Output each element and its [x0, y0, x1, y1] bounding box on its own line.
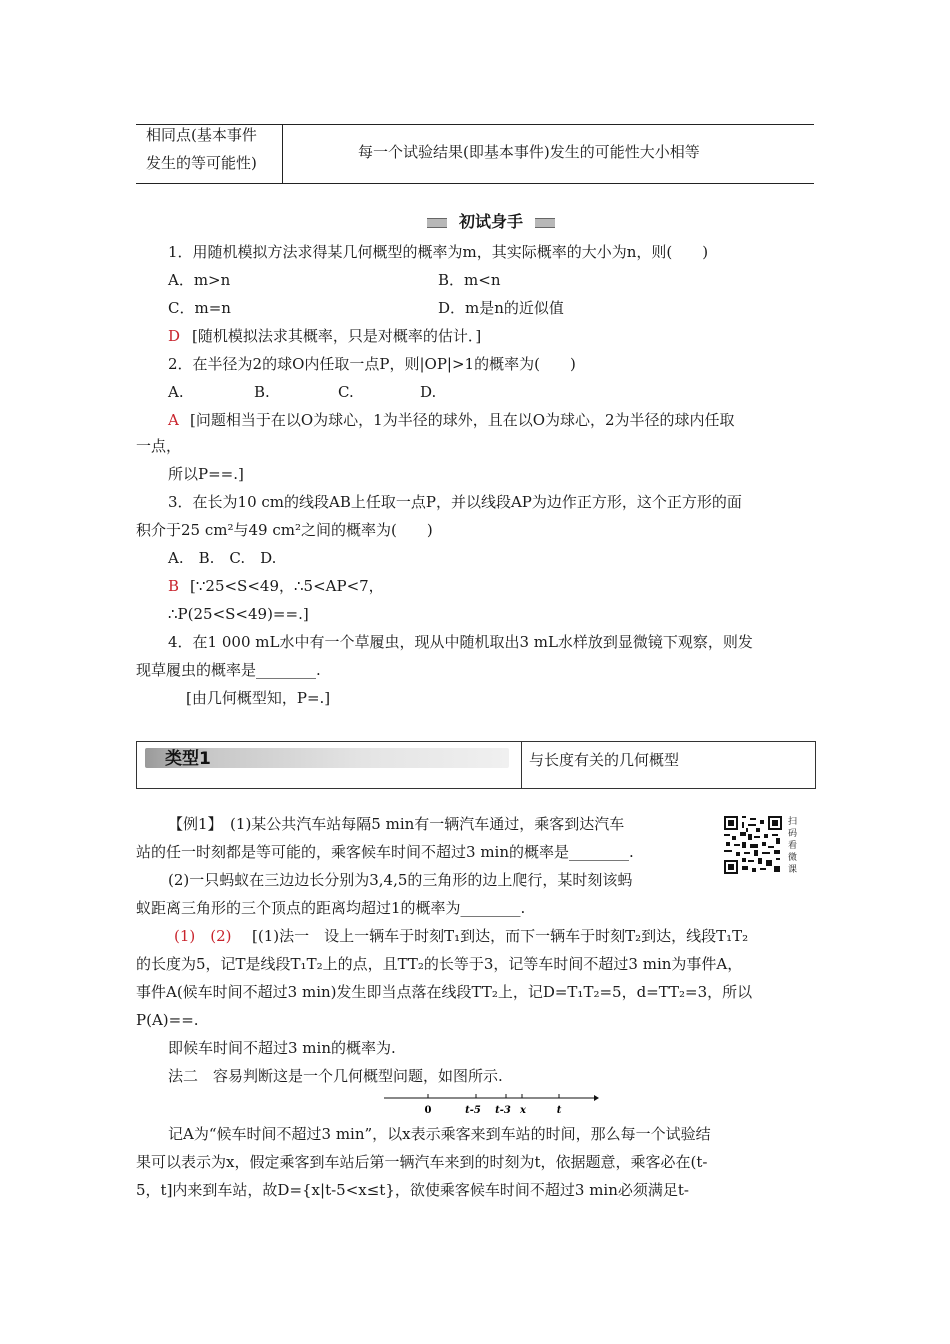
q2-explain-3: 所以P==.]: [168, 465, 244, 483]
solution-line-5: 即候车时间不超过3 min的概率为.: [168, 1039, 396, 1057]
type-box-title: 与长度有关的几何概型: [529, 751, 680, 769]
number-line-figure: [384, 1090, 599, 1120]
example-line-1: 【例1】 (1)某公共汽车站每隔5 min有一辆汽车通过，乘客到达汽车: [168, 815, 625, 833]
q3-stem-2: 积介于25 cm²与49 cm²之间的概率为( ): [136, 521, 433, 539]
q4-stem-2: 现草履虫的概率是________.: [136, 661, 321, 679]
solution-line-9: 5，t]内来到车站，故D={x|t-5<x≤t}，欲使乘客候车时间不超过3 min必须满足t-: [136, 1181, 689, 1199]
q1-option-c: C．m=n: [168, 299, 231, 317]
q3-options: A. B. C. D.: [168, 549, 277, 567]
q1-explain: [随机模拟法求其概率，只是对概率的估计．]: [192, 327, 482, 345]
q4-explain: [由几何概型知，P=.]: [186, 689, 331, 707]
q3-stem-1: 3．在长为10 cm的线段AB上任取一点P，并以线段AP为边作正方形，这个正方形的面: [168, 493, 742, 511]
number-line-label-t3: t-3: [495, 1105, 511, 1116]
number-line-label-0: 0: [424, 1105, 432, 1116]
comparison-table: [136, 124, 814, 184]
qr-code-icon[interactable]: [724, 816, 782, 874]
example-line-2: 站的任一时刻都是等可能的，乘客候车时间不超过3 min的概率是________.: [136, 843, 634, 861]
solution-line-6: 法二 容易判断这是一个几何概型问题，如图所示.: [168, 1067, 503, 1085]
q1-stem: 1．用随机模拟方法求得某几何概型的概率为m，其实际概率的大小为n，则( ): [168, 243, 709, 261]
q2-answer: A: [168, 411, 179, 429]
q2-stem: 2．在半径为2的球O内任取一点P，则|OP|>1的概率为( ): [168, 355, 576, 373]
table-right-cell: 每一个试验结果(即基本事件)发生的可能性大小相等: [358, 143, 700, 161]
solution-line-4: P(A)==.: [136, 1011, 199, 1029]
q3-explain-1: [∵25<S<49，∴5<AP<7，: [190, 577, 384, 595]
q1-answer: D: [168, 327, 181, 345]
number-line-label-t5: t-5: [465, 1105, 481, 1116]
type-box: [136, 741, 816, 789]
q2-explain-2: 一点，: [136, 437, 182, 455]
q3-explain-2: ∴P(25<S<49)==.]: [168, 605, 309, 623]
q4-stem-1: 4．在1 000 mL水中有一个草履虫，现从中随机取出3 mL水样放到显微镜下观察，则发: [168, 633, 753, 651]
type-box-divider: [521, 742, 522, 788]
type-tag: [145, 748, 509, 768]
section-banner: [427, 210, 555, 234]
q2-option-b: B.: [254, 383, 270, 401]
solution-line-7: 记A为“候车时间不超过3 min”，以x表示乘客来到车站的时间，那么每一个试验结: [168, 1125, 711, 1143]
q2-option-c: C.: [338, 383, 354, 401]
q3-answer: B: [168, 577, 180, 595]
type-tag-label: 类型1: [165, 749, 211, 769]
example-line-3: (2)一只蚂蚁在三边边长分别为3,4,5的三角形的边上爬行，某时刻该蚂: [168, 871, 633, 889]
solution-line-2: 的长度为5，记T是线段T₁T₂上的点，且TT₂的长等于3，记等车时间不超过3 min为事件A，: [136, 955, 743, 973]
number-line-label-x: x: [520, 1105, 526, 1116]
number-line-arrow-icon: [594, 1095, 599, 1101]
example-line-4: 蚁距离三角形的三个顶点的距离均超过1的概率为________.: [136, 899, 526, 917]
example-answer-labels: (1) (2): [174, 927, 232, 945]
q2-option-d: D.: [420, 383, 437, 401]
banner-label: 初试身手: [447, 210, 535, 234]
table-left-cell: [136, 125, 283, 183]
q1-option-b: B．m<n: [438, 271, 501, 289]
q2-option-a: A.: [168, 383, 184, 401]
q2-explain-1: [问题相当于在以O为球心，1为半径的球外，且在以O为球心，2为半径的球内任取: [190, 411, 735, 429]
q1-option-a: A．m>n: [168, 271, 231, 289]
table-left-line1: 相同点(基本事件: [146, 126, 257, 144]
q1-option-d: D．m是n的近似值: [438, 299, 564, 317]
table-left-line2: 发生的等可能性): [146, 154, 257, 172]
solution-line-1: [(1)法一 设上一辆车于时刻T₁到达，而下一辆车于时刻T₂到达，线段T₁T₂: [252, 927, 749, 945]
solution-line-8: 果可以表示为x，假定乘客到车站后第一辆汽车来到的时刻为t，依据题意，乘客必在(t-: [136, 1153, 708, 1171]
number-line-label-t: t: [556, 1105, 562, 1116]
solution-line-3: 事件A(候车时间不超过3 min)发生即当点落在线段TT₂上，记D=T₁T₂=5，d=TT₂=3，所以: [136, 983, 753, 1001]
qr-caption: 扫码看微课: [788, 817, 798, 875]
